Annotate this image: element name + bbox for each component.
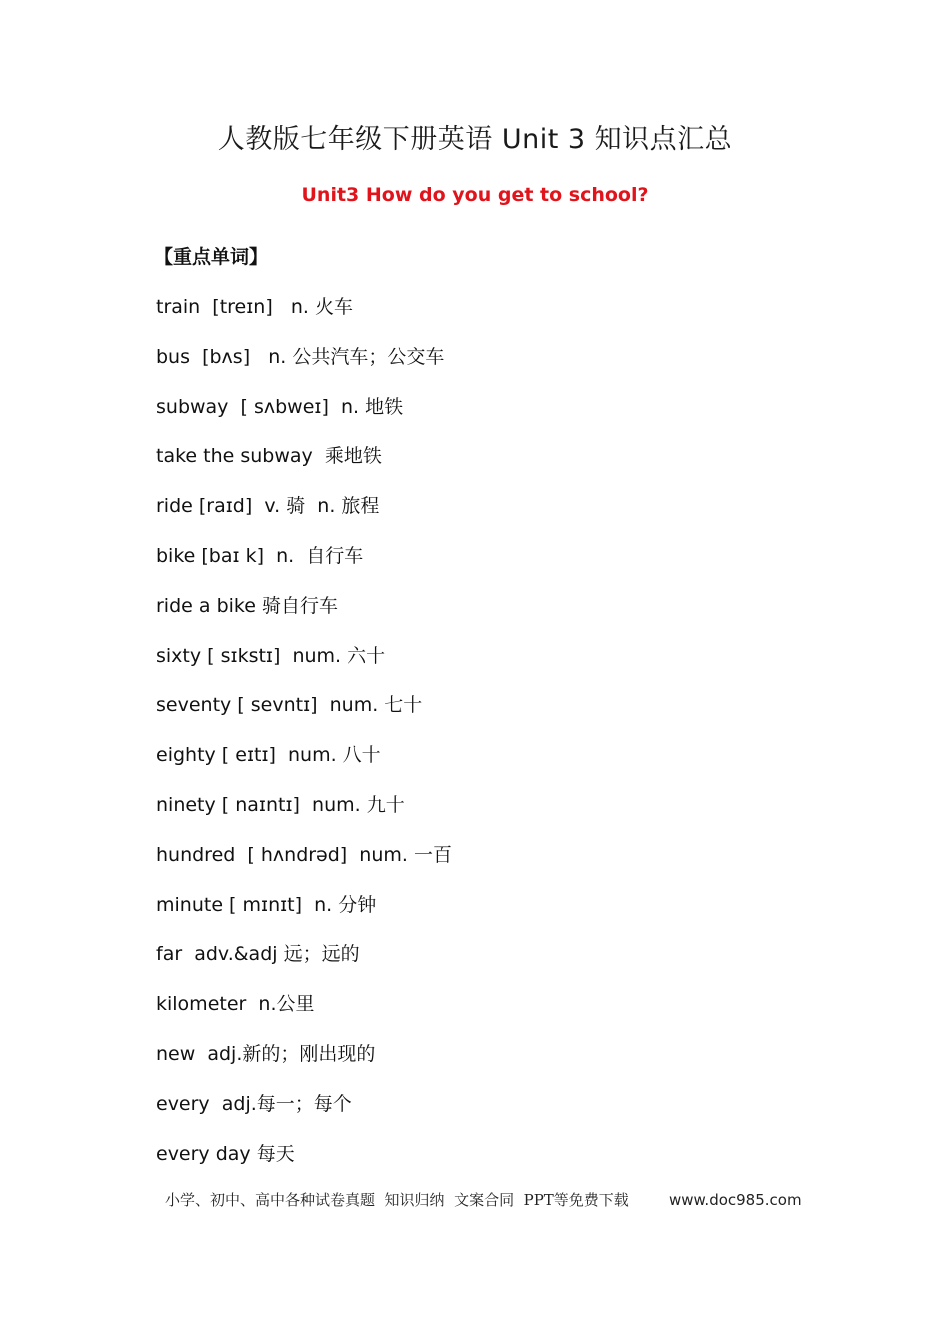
- document-title: 人教版七年级下册英语 Unit 3 知识点汇总: [217, 124, 733, 155]
- vocabulary-item: minute [ mɪnɪt] n. 分钟: [156, 893, 377, 916]
- vocabulary-item: sixty [ sɪkstɪ] num. 六十: [156, 644, 386, 667]
- vocabulary-item: subway [ sʌbweɪ] n. 地铁: [156, 395, 404, 418]
- section-heading: 【重点单词】: [154, 246, 269, 268]
- vocabulary-item: take the subway 乘地铁: [156, 445, 382, 468]
- vocabulary-item: ride a bike 骑自行车: [156, 594, 338, 617]
- vocabulary-item: every day 每天: [156, 1142, 295, 1165]
- vocabulary-item: kilometer n.公里: [156, 993, 315, 1016]
- vocabulary-item: train [treɪn] n. 火车: [156, 296, 354, 318]
- vocabulary-list: [156, 291, 452, 1187]
- vocabulary-item: far adv.&adj 远；远的: [156, 943, 360, 966]
- vocabulary-item: seventy [ sevntɪ] num. 七十: [156, 694, 423, 717]
- vocabulary-item: new adj.新的；刚出现的: [156, 1042, 376, 1065]
- footer-text: 小学、初中、高中各种试卷真题 知识归纳 文案合同 PPT等免费下载: [165, 1191, 629, 1209]
- vocabulary-item: bus [bʌs] n. 公共汽车；公交车: [156, 345, 445, 368]
- footer-url: www.doc985.com: [669, 1191, 802, 1209]
- vocabulary-item: ninety [ naɪntɪ] num. 九十: [156, 793, 405, 816]
- vocabulary-item: every adj.每一；每个: [156, 1092, 352, 1115]
- vocabulary-item: eighty [ eɪtɪ] num. 八十: [156, 744, 381, 767]
- vocabulary-item: ride [raɪd] v. 骑 n. 旅程: [156, 495, 380, 518]
- vocabulary-item: hundred [ hʌndrəd] num. 一百: [156, 843, 452, 866]
- vocabulary-item: bike [baɪ k] n. 自行车: [156, 544, 364, 567]
- document-subtitle: Unit3 How do you get to school?: [301, 184, 649, 206]
